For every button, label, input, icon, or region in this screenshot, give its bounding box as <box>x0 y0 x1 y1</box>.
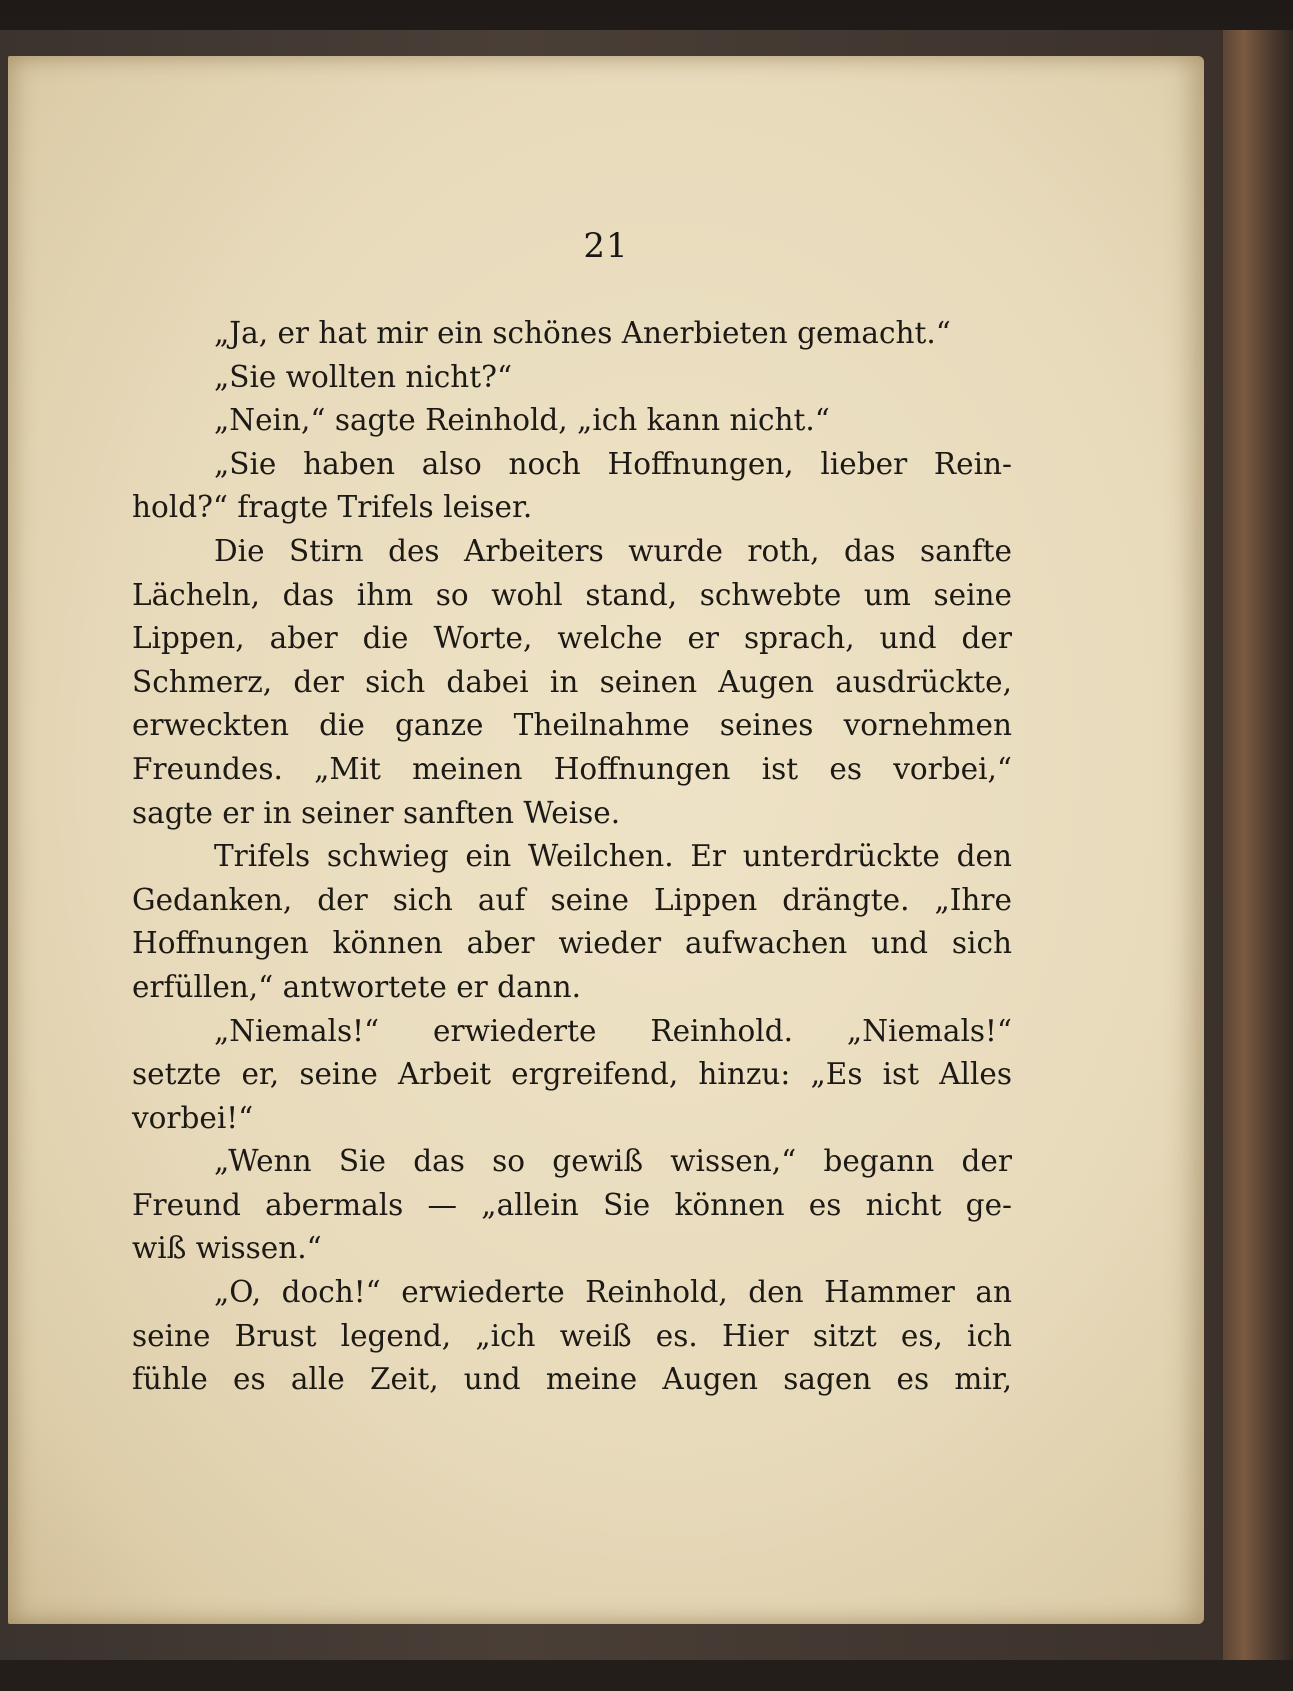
page-number: 21 <box>583 226 629 266</box>
book-page <box>8 56 1204 1624</box>
text-line: Freund abermals — „allein Sie können es nicht ge- <box>132 1187 1012 1222</box>
text-line: erfüllen,“ antwortete er dann. <box>132 969 581 1004</box>
text-line: hold?“ fragte Trifels leiser. <box>132 490 533 525</box>
text-line: Freundes. „Mit meinen Hoffnungen ist es vorbei,“ <box>132 751 1012 786</box>
text-line: sagte er in seiner sanften Weise. <box>132 795 621 830</box>
text-line: „Wenn Sie das so gewiß wissen,“ begann der <box>214 1144 1012 1179</box>
text-line: Trifels schwieg ein Weilchen. Er unterdrückte den <box>214 839 1012 874</box>
text-line: „Niemals!“ erwiederte Reinhold. „Niemals!“ <box>214 1013 1012 1048</box>
text-line: Die Stirn des Arbeiters wurde roth, das sanfte <box>214 533 1012 568</box>
text-line: „Ja, er hat mir ein schönes Anerbieten gemacht.“ <box>214 316 951 350</box>
book-spine-edge <box>1223 30 1293 1660</box>
text-line: Gedanken, der sich auf seine Lippen drängte. „Ihre <box>132 882 1012 917</box>
text-line: vorbei!“ <box>132 1100 254 1135</box>
text-line: Schmerz, der sich dabei in seinen Augen ausdrückte, <box>132 664 1012 699</box>
text-line: seine Brust legend, „ich weiß es. Hier sitzt es, ich <box>132 1318 1012 1353</box>
text-line: Lächeln, das ihm so wohl stand, schwebte um seine <box>132 577 1012 612</box>
page-text-block <box>132 312 1012 1402</box>
text-line: setzte er, seine Arbeit ergreifend, hinzu: „Es ist Alles <box>132 1057 1012 1092</box>
text-line: „Sie wollten nicht?“ <box>214 359 513 394</box>
text-line: wiß wissen.“ <box>132 1231 322 1266</box>
text-line: fühle es alle Zeit, und meine Augen sagen es mir, <box>132 1362 1012 1397</box>
text-line: Hoffnungen können aber wieder aufwachen und sich <box>132 926 1012 961</box>
text-line: „O, doch!“ erwiederte Reinhold, den Hammer an <box>214 1275 1012 1310</box>
text-line: erweckten die ganze Theilnahme seines vornehmen <box>132 708 1012 743</box>
text-line: Lippen, aber die Worte, welche er sprach, und der <box>132 621 1012 656</box>
text-line: „Nein,“ sagte Reinhold, „ich kann nicht.“ <box>214 403 830 438</box>
text-line: „Sie haben also noch Hoffnungen, lieber Rein- <box>214 446 1012 481</box>
